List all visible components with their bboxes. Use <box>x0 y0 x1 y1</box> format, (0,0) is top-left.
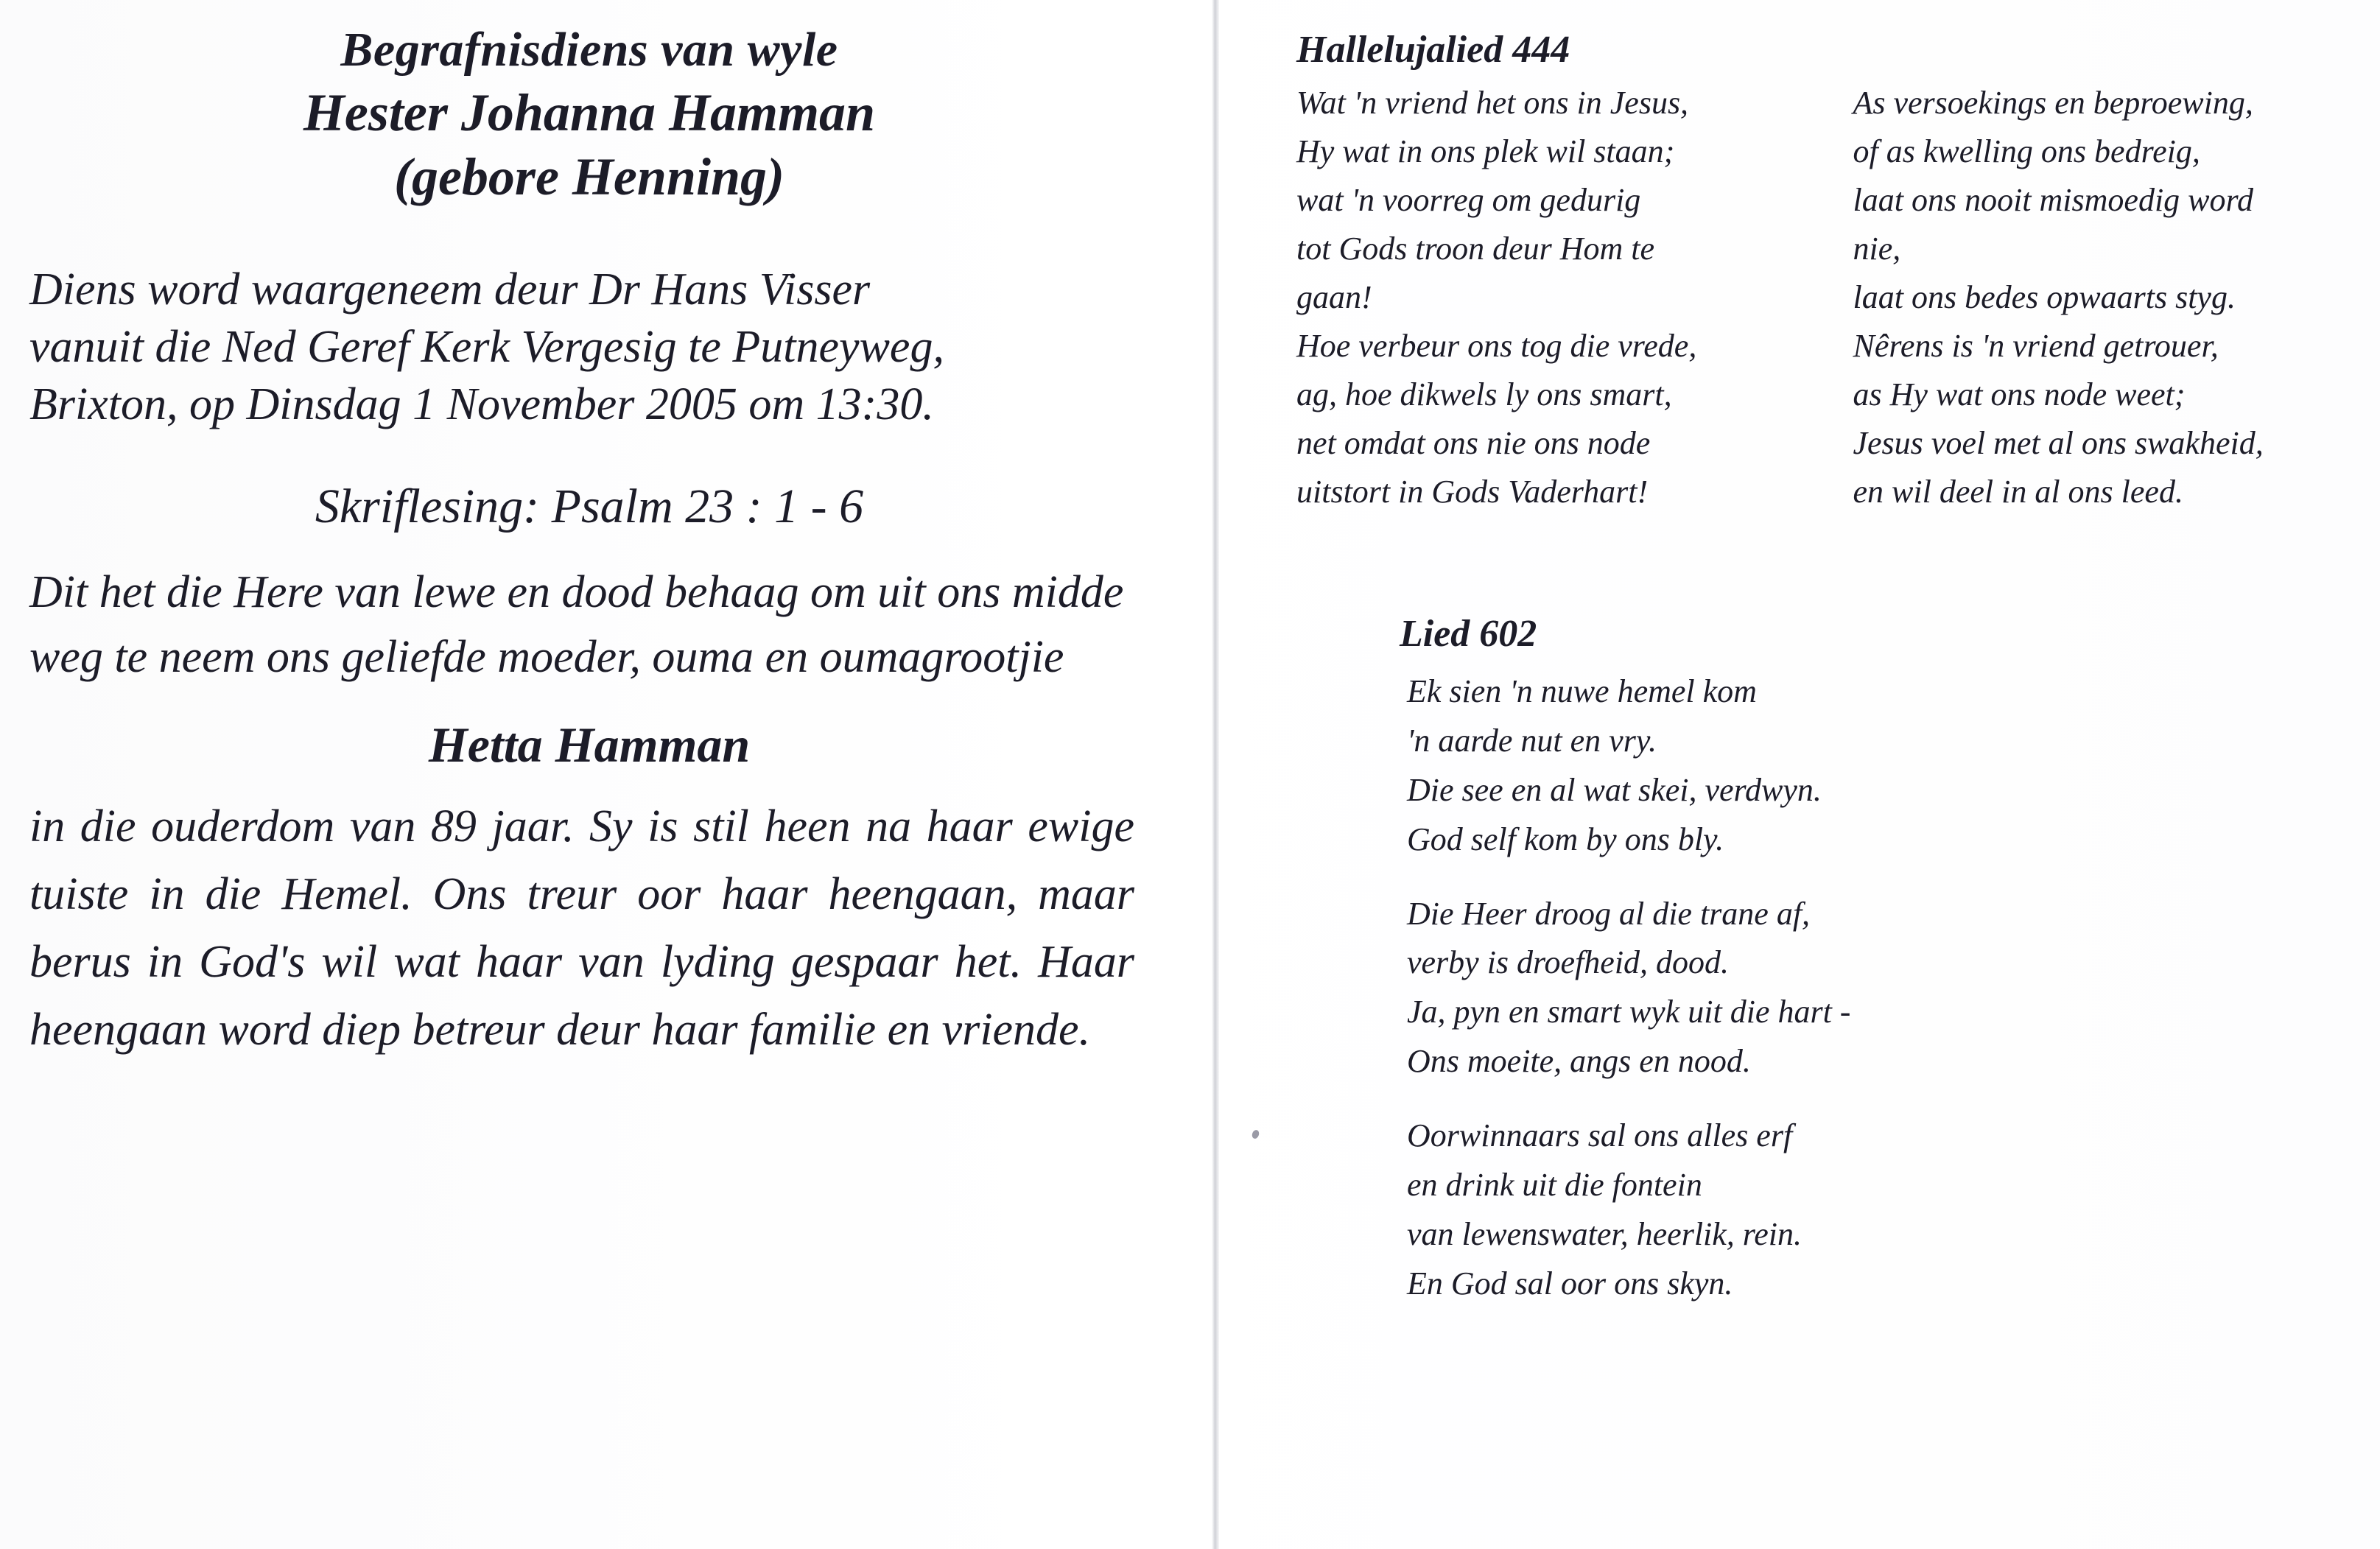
hymn-1-left-line: wat 'n voorreg om gedurig <box>1296 182 1641 218</box>
scripture-heading: Skriflesing: Psalm 23 : 1 - 6 <box>315 480 864 534</box>
hymn-1-left-line: Hoe verbeur ons tog die vrede, <box>1296 328 1697 364</box>
hymn-2-line: Die see en al wat skei, verdwyn. <box>1407 771 1822 808</box>
hymn-1-column-left <box>1296 79 1794 516</box>
hymn-1-body <box>1296 79 2351 516</box>
hymn-1-right-line: As versoekings en beproewing, <box>1853 85 2253 121</box>
hymn-1-right-line: Jesus voel met al ons swakheid, <box>1853 425 2264 461</box>
hymn-1-left-line: gaan! <box>1296 279 1372 315</box>
hymn-1-left-line: tot Gods troon deur Hom te <box>1296 231 1655 267</box>
hymn-1-right-line: laat ons nooit mismoedig word <box>1853 182 2254 218</box>
hymn-2-line: Ek sien 'n nuwe hemel kom <box>1407 673 1757 709</box>
right-panel <box>1252 0 2380 1549</box>
hymn-1-column-right <box>1853 79 2351 516</box>
hymn-2-line: Die Heer droog al die trane af, <box>1407 895 1811 932</box>
header-subtitle: Begrafnisdiens van wyle <box>340 23 838 77</box>
hymn-1-right-line: en wil deel in al ons leed. <box>1853 474 2183 510</box>
deceased-maiden-name: (gebore Henning) <box>394 147 784 206</box>
hymn-1-right-line: Nêrens is 'n vriend getrouer, <box>1853 328 2219 364</box>
memorial-paragraph-1: Dit het die Here van lewe en dood behaag om uit ons midde weg te neem ons geliefde moeder, ouma en oumagrootjie <box>29 567 1124 683</box>
hymn-2-line: Ons moeite, angs en nood. <box>1407 1043 1751 1080</box>
hymn-2-line: Oorwinnaars sal ons alles erf <box>1407 1117 1793 1153</box>
hymn-2-line: God self kom by ons bly. <box>1407 821 1724 857</box>
hymn-2-verse <box>1400 667 2351 865</box>
service-details-line-3: Brixton, op Dinsdag 1 November 2005 om 13:30. <box>29 379 934 430</box>
hymn-2-line: verby is droefheid, dood. <box>1407 944 1730 981</box>
hymn-1-left-line: Wat 'n vriend het ons in Jesus, <box>1296 85 1689 121</box>
hymn-1-right-line: nie, <box>1853 231 1901 267</box>
hymn-2-block <box>1296 612 2351 1309</box>
hymn-1-left-line: ag, hoe dikwels ly ons smart, <box>1296 376 1672 412</box>
service-details <box>29 261 1134 433</box>
memorial-paragraph-2: in die ouderdom van 89 jaar. Sy is stil heen na haar ewige tuiste in die Hemel. Ons treur oor haar heengaan, maar berus in God's wil wat haar van lyding gespaar het. Haar heengaan word diep betreur deur haar familie en vriende. <box>29 801 1134 1055</box>
hymn-2-line: Ja, pyn en smart wyk uit die hart - <box>1407 994 1851 1030</box>
hymn-1-right-line: of as kwelling ons bedreig, <box>1853 133 2200 169</box>
hymn-1-left-line: net omdat ons nie ons node <box>1296 425 1651 461</box>
hymn-2-line: En God sal oor ons skyn. <box>1407 1265 1733 1302</box>
deceased-nickname: Hetta Hamman <box>428 717 751 773</box>
hymn-1-left-line: Hy wat in ons plek wil staan; <box>1296 133 1675 169</box>
hymn-2-verse <box>1400 1111 2351 1309</box>
deceased-full-name: Hester Johanna Hamman <box>303 83 876 142</box>
hymn-1-left-line: uitstort in Gods Vaderhart! <box>1296 474 1649 510</box>
hymn-1-right-line: laat ons bedes opwaarts styg. <box>1853 279 2236 315</box>
left-panel <box>0 0 1179 1549</box>
hymn-1-right-line: as Hy wat ons node weet; <box>1853 376 2186 412</box>
hymn-2-line: en drink uit die fontein <box>1407 1166 1702 1203</box>
service-details-line-1: Diens word waargeneem deur Dr Hans Visser <box>29 264 871 315</box>
hymn-2-verse <box>1400 890 2351 1087</box>
service-details-line-2: vanuit die Ned Geref Kerk Vergesig te Putneyweg, <box>29 322 944 373</box>
hymn-2-line: van lewenswater, heerlik, rein. <box>1407 1215 1802 1252</box>
hymn-2-line: 'n aarde nut en vry. <box>1407 722 1657 759</box>
page-fold-divider <box>1212 0 1219 1549</box>
hymn-1-title: Hallelujalied 444 <box>1296 29 1570 71</box>
hymn-2-title: Lied 602 <box>1400 613 1537 655</box>
